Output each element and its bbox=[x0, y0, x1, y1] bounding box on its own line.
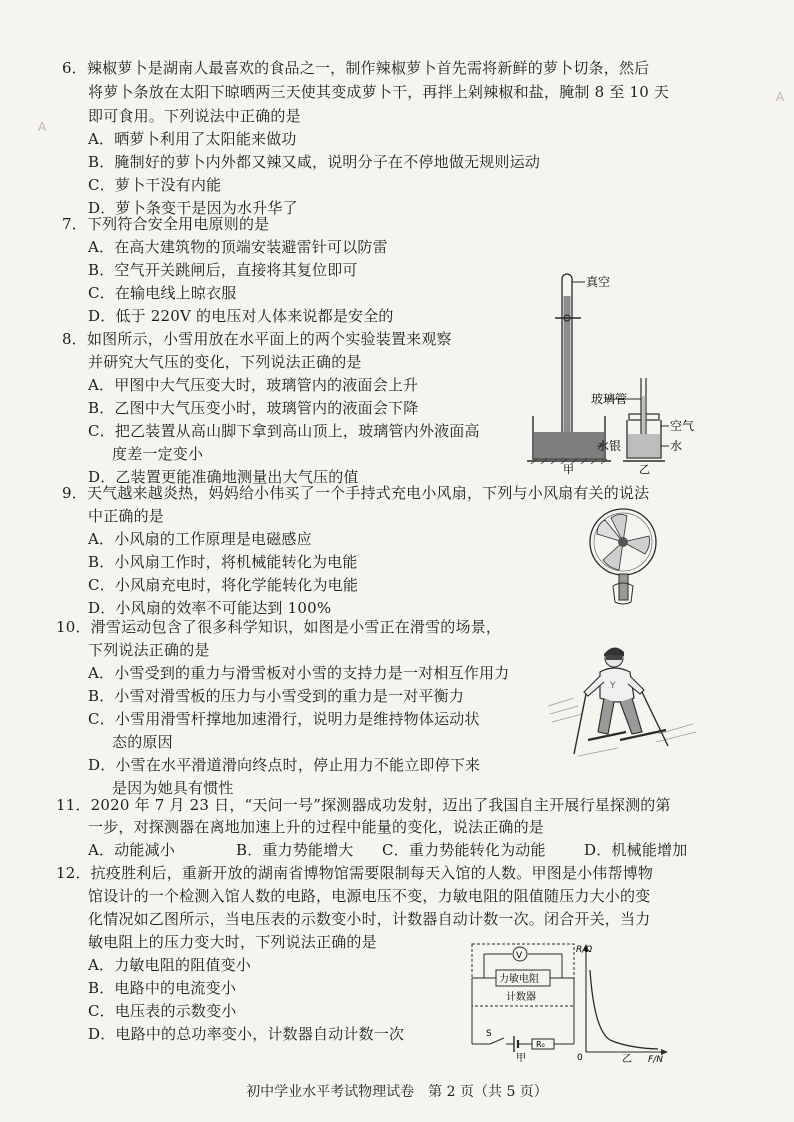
force-resistor-label: 力敏电阻 bbox=[499, 974, 539, 985]
counter-label: 计数器 bbox=[506, 992, 536, 1003]
option-b: B．小雪对滑雪板的压力与小雪受到的重力是一对平衡力 bbox=[88, 687, 465, 705]
option-a: A．晒萝卜利用了太阳能来做功 bbox=[88, 130, 297, 148]
resistance-force-graph bbox=[574, 940, 674, 1064]
question-stem-line: 即可食用。下列说法中正确的是 bbox=[88, 107, 301, 125]
figure-label-a: 甲 bbox=[563, 463, 574, 476]
glass-tube-label: 玻璃管 bbox=[591, 392, 628, 406]
question-stem-line: 12．抗疫胜利后，重新开放的湖南省博物馆需要限制每天入馆的人数。甲图是小伟帮博物 bbox=[56, 864, 654, 882]
torricelli-apparatus bbox=[527, 274, 621, 476]
option-c-continued: 度差一定变小 bbox=[112, 445, 204, 463]
svg-text:Y: Y bbox=[610, 681, 616, 691]
air-label: 空气 bbox=[670, 419, 695, 433]
question-stem-line: 9．天气越来越炎热，妈妈给小伟买了一个手持式充电小风扇，下列与小风扇有关的说法 bbox=[62, 484, 650, 502]
question-stem-line: 10．滑雪运动包含了很多科学知识，如图是小雪正在滑雪的场景， bbox=[56, 618, 502, 636]
question-stem-line: 中正确的是 bbox=[88, 507, 165, 525]
figure-label-b: 乙 bbox=[622, 1054, 632, 1065]
question-stem-line: 11．2020 年 7 月 23 日，“天问一号”探测器成功发射，迈出了我国自主开展行星探测的第 bbox=[56, 796, 671, 814]
question-stem-line: 8．如图所示，小雪用放在水平面上的两个实验装置来观察 bbox=[62, 330, 452, 348]
option-a: A．小雪受到的重力与滑雪板对小雪的支持力是一对相互作用力 bbox=[88, 664, 510, 682]
question-stem-line: 下列说法正确的是 bbox=[88, 641, 210, 659]
mercury-label: 水银 bbox=[597, 439, 622, 453]
option-c: C．电压表的示数变小 bbox=[88, 1002, 237, 1020]
question-stem-line: 并研究大气压的变化，下列说法正确的是 bbox=[88, 353, 362, 371]
option-d: D．机械能增加 bbox=[584, 841, 688, 859]
handheld-fan-figure bbox=[583, 506, 663, 606]
barometer-figure bbox=[525, 266, 720, 476]
figure-label-a: 甲 bbox=[516, 1053, 526, 1064]
option-d: D．低于 220V 的电压对人体来说都是安全的 bbox=[88, 307, 394, 325]
page-footer: 初中学业水平考试物理试卷 第 2 页（共 5 页） bbox=[246, 1084, 548, 1100]
option-c-continued: 态的原因 bbox=[112, 733, 173, 751]
option-d: D．乙装置更能准确地测量出大气压的值 bbox=[88, 468, 359, 486]
bleed-mark: A bbox=[38, 120, 47, 134]
option-a: A．动能减小 bbox=[88, 841, 176, 859]
r0-label: R₀ bbox=[536, 1040, 545, 1049]
water-label: 水 bbox=[670, 439, 683, 453]
question-stem-line: 敏电阻上的压力变大时，下列说法正确的是 bbox=[88, 933, 377, 951]
circuit-figure bbox=[468, 940, 578, 1062]
resistance-curve bbox=[590, 970, 658, 1049]
question-stem-line: 6．辣椒萝卜是湖南人最喜欢的食品之一，制作辣椒萝卜首先需将新鲜的萝卜切条，然后 bbox=[62, 59, 650, 77]
option-a: A．甲图中大气压变大时，玻璃管内的液面会上升 bbox=[88, 376, 419, 394]
question-stem-line: 将萝卜条放在太阳下晾晒两三天使其变成萝卜干，再拌上剁辣椒和盐，腌制 8 至 10 天 bbox=[88, 83, 670, 101]
question-stem-line: 化情况如乙图所示，当电压表的示数变小时，计数器自动计数一次。闭合开关，当力 bbox=[88, 910, 651, 928]
option-d-continued: 是因为她具有惯性 bbox=[112, 779, 234, 797]
option-c: C．萝卜干没有内能 bbox=[88, 176, 222, 194]
question-stem-line: 7．下列符合安全用电原则的是 bbox=[62, 215, 270, 233]
bleed-mark: A bbox=[776, 90, 785, 104]
x-axis-label: F/N bbox=[648, 1055, 663, 1065]
option-c: C．小风扇充电时，将化学能转化为电能 bbox=[88, 576, 359, 594]
option-a: A．在高大建筑物的顶端安装避雷针可以防雷 bbox=[88, 238, 388, 256]
y-axis-label: R/Ω bbox=[576, 945, 593, 955]
origin-label: 0 bbox=[577, 1053, 583, 1063]
switch-label: S bbox=[486, 1029, 492, 1039]
option-a: A．力敏电阻的阻值变小 bbox=[88, 956, 252, 974]
question-stem-line: 馆设计的一个检测入馆人数的电路，电源电压不变，力敏电阻的阻值随压力大小的变 bbox=[88, 887, 651, 905]
voltmeter-symbol: V bbox=[516, 951, 523, 961]
option-b: B．乙图中大气压变小时，玻璃管内的液面会下降 bbox=[88, 399, 419, 417]
option-b: B．空气开关跳闸后，直接将其复位即可 bbox=[88, 261, 358, 279]
figure-label-b: 乙 bbox=[639, 463, 650, 476]
question-stem-line: 一步，对探测器在离地加速上升的过程中能量的变化，说法正确的是 bbox=[88, 818, 545, 836]
option-d: D．萝卜条变干是因为水升华了 bbox=[88, 199, 298, 217]
option-c: C．把乙装置从高山脚下拿到高山顶上，玻璃管内外液面高 bbox=[88, 422, 480, 440]
skier-figure bbox=[548, 636, 698, 766]
option-b: B．重力势能增大 bbox=[236, 841, 354, 859]
option-d: D．小风扇的效率不可能达到 100% bbox=[88, 599, 332, 617]
option-a: A．小风扇的工作原理是电磁感应 bbox=[88, 530, 312, 548]
option-c: C．在输电线上晾衣服 bbox=[88, 284, 237, 302]
option-b: B．电路中的电流变小 bbox=[88, 979, 237, 997]
option-c: C．小雪用滑雪杆撑地加速滑行，说明力是维持物体运动状 bbox=[88, 710, 480, 728]
vacuum-label: 真空 bbox=[586, 275, 611, 289]
option-c: C．重力势能转化为动能 bbox=[382, 841, 546, 859]
option-d: D．小雪在水平滑道滑向终点时，停止用力不能立即停下来 bbox=[88, 756, 481, 774]
option-b: B．小风扇工作时，将机械能转化为电能 bbox=[88, 553, 358, 571]
option-d: D．电路中的总功率变小，计数器自动计数一次 bbox=[88, 1025, 405, 1043]
option-b: B．腌制好的萝卜内外都又辣又咸，说明分子在不停地做无规则运动 bbox=[88, 153, 541, 171]
